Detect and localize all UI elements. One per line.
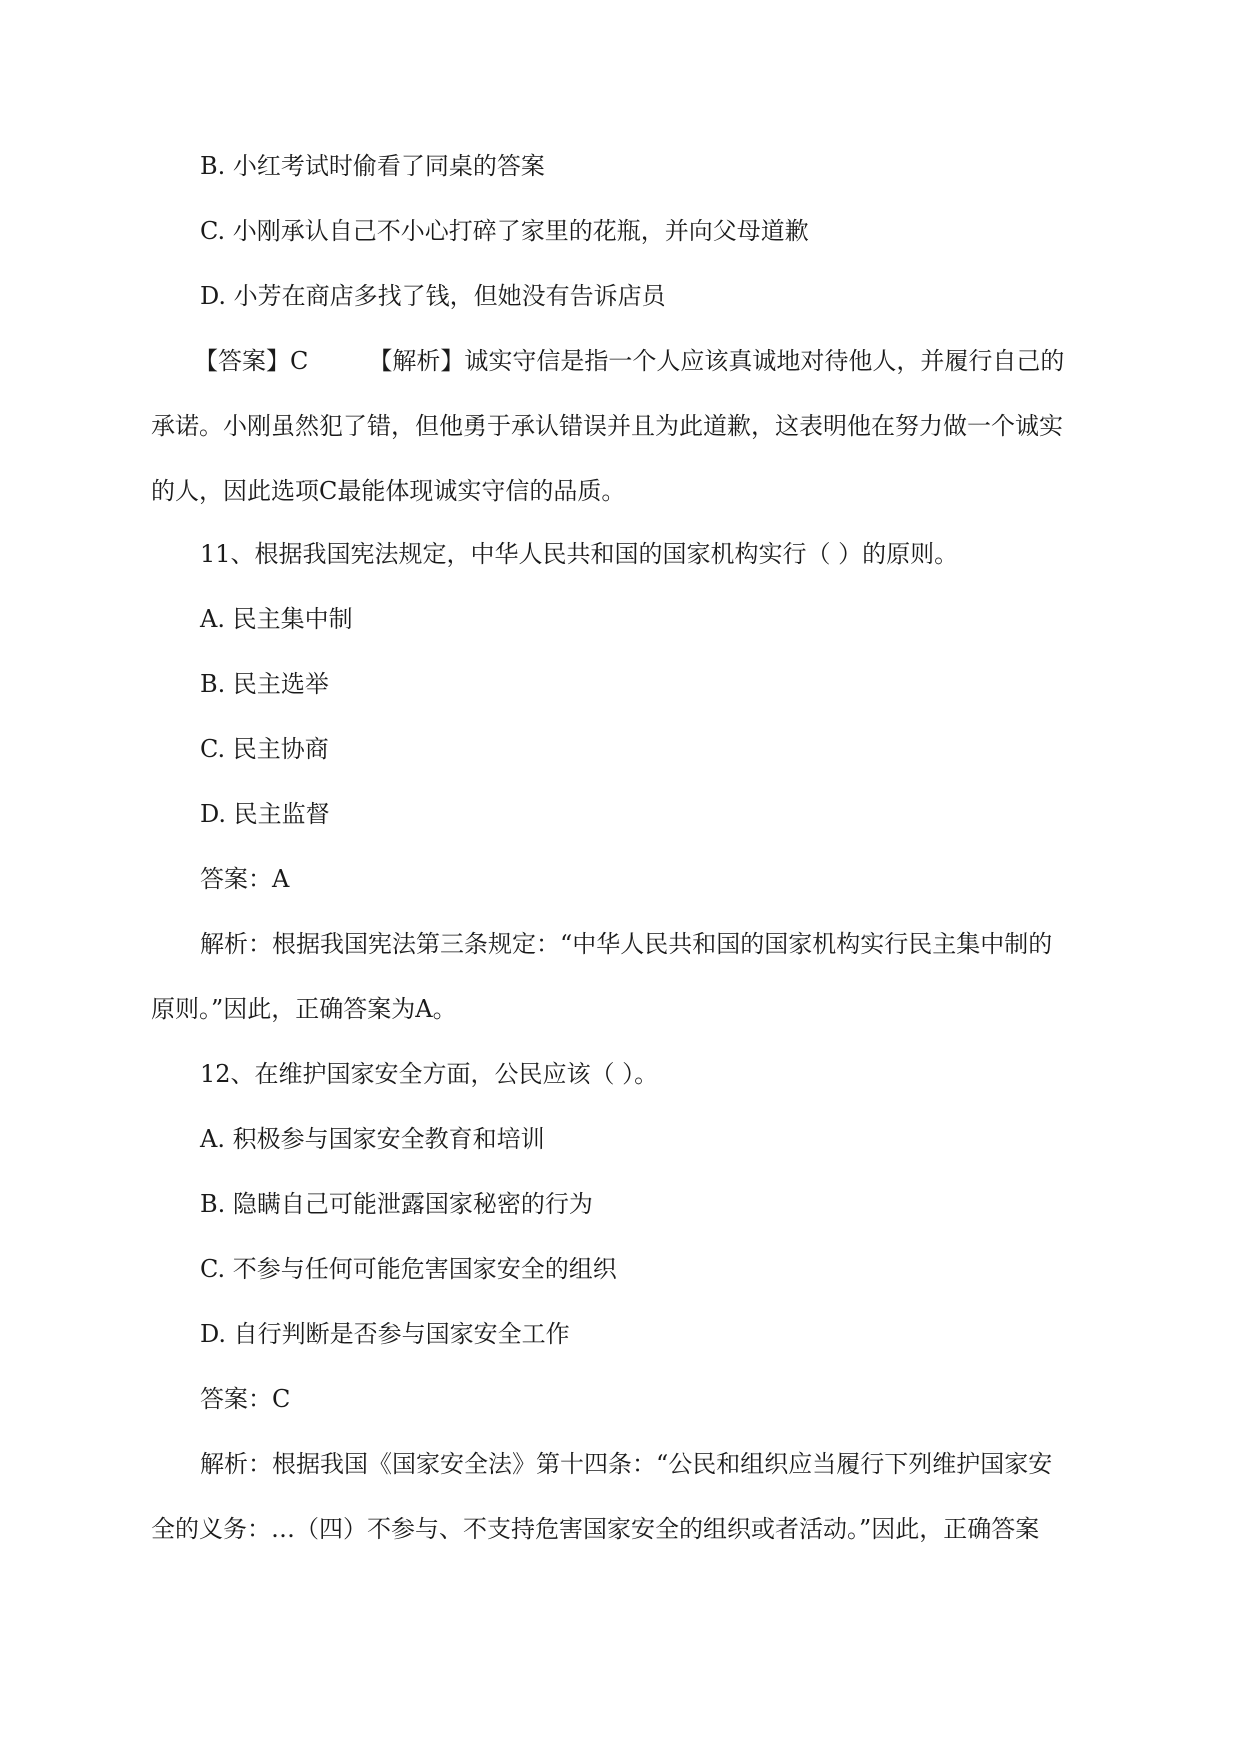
q11-analysis-line1: 解析：根据我国宪法第三条规定：“中华人民共和国的国家机构实行民主集中制的 bbox=[200, 930, 1053, 958]
q11-option-b: B. 民主选举 bbox=[200, 670, 329, 698]
q12-analysis-line1: 解析：根据我国《国家安全法》第十四条：“公民和组织应当履行下列维护国家安 bbox=[200, 1450, 1053, 1478]
q10-analysis-line2: 承诺。小刚虽然犯了错，但他勇于承认错误并且为此道歉，这表明他在努力做一个诚实 bbox=[151, 412, 1063, 440]
q10-answer: 【答案】C bbox=[194, 347, 309, 375]
q12-option-d: D. 自行判断是否参与国家安全工作 bbox=[200, 1320, 570, 1348]
q10-answer-analysis-line1 bbox=[194, 345, 1134, 377]
q10-analysis-line3: 的人，因此选项C最能体现诚实守信的品质。 bbox=[151, 477, 626, 505]
q12-answer: 答案：C bbox=[200, 1385, 291, 1413]
q12-option-a: A. 积极参与国家安全教育和培训 bbox=[200, 1125, 545, 1153]
q11-option-d: D. 民主监督 bbox=[200, 800, 330, 828]
q12-analysis-line2: 全的义务：…（四）不参与、不支持危害国家安全的组织或者活动。”因此，正确答案 bbox=[151, 1515, 1040, 1543]
q11-answer: 答案：A bbox=[200, 865, 290, 893]
q11-option-c: C. 民主协商 bbox=[200, 735, 329, 763]
q11-analysis-line2: 原则。”因此，正确答案为A。 bbox=[151, 995, 457, 1023]
q10-option-b: B. 小红考试时偷看了同桌的答案 bbox=[200, 152, 545, 180]
q11-option-a: A. 民主集中制 bbox=[200, 605, 353, 633]
q12-question: 12、在维护国家安全方面，公民应该（ ）。 bbox=[200, 1060, 659, 1088]
q11-question: 11、根据我国宪法规定，中华人民共和国的国家机构实行（ ）的原则。 bbox=[200, 540, 959, 568]
q10-analysis-start: 【解析】诚实守信是指一个人应该真诚地对待他人，并履行自己的 bbox=[368, 347, 1065, 375]
q12-option-b: B. 隐瞒自己可能泄露国家秘密的行为 bbox=[200, 1190, 593, 1218]
q12-option-c: C. 不参与任何可能危害国家安全的组织 bbox=[200, 1255, 617, 1283]
q10-option-d: D. 小芳在商店多找了钱，但她没有告诉店员 bbox=[200, 282, 666, 310]
q10-option-c: C. 小刚承认自己不小心打碎了家里的花瓶，并向父母道歉 bbox=[200, 217, 809, 245]
